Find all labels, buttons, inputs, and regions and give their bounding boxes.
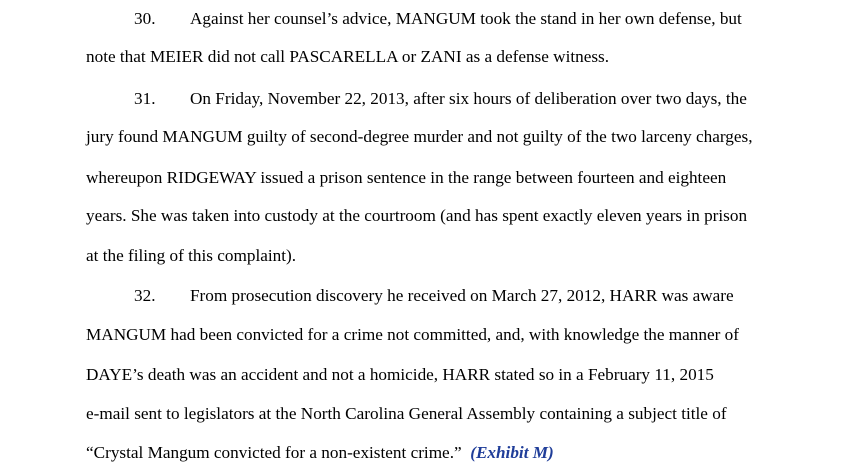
paragraph-number: 30. — [134, 9, 156, 28]
paragraph-number: 32. — [134, 286, 156, 305]
paragraph-number: 31. — [134, 89, 156, 108]
paragraph-30-first-line — [134, 9, 742, 29]
paragraph-30-line: note that MEIER did not call PASCARELLA or ZANI as a defense witness. — [86, 47, 610, 66]
paragraph-32-last-line — [86, 443, 554, 463]
exhibit-m-link[interactable]: (Exhibit M) — [470, 443, 554, 462]
paragraph-31-line: whereupon RIDGEWAY issued a prison sentence in the range between fourteen and eighteen — [86, 168, 727, 187]
paragraph-31-line: jury found MANGUM guilty of second-degree murder and not guilty of the two larceny charges, — [86, 127, 753, 146]
paragraph-32-line: e-mail sent to legislators at the North Carolina General Assembly containing a subject title of — [86, 404, 727, 423]
paragraph-text: On Friday, November 22, 2013, after six hours of deliberation over two days, the — [190, 89, 747, 108]
paragraph-text: “Crystal Mangum convicted for a non-existent crime.” — [86, 443, 462, 462]
paragraph-text: Against her counsel’s advice, MANGUM took the stand in her own defense, but — [190, 9, 742, 28]
paragraph-32-line: DAYE’s death was an accident and not a homicide, HARR stated so in a February 11, 2015 — [86, 365, 714, 384]
paragraph-31-line: years. She was taken into custody at the courtroom (and has spent exactly eleven years in prison — [86, 206, 748, 225]
paragraph-32-first-line — [134, 286, 734, 306]
paragraph-32-line: MANGUM had been convicted for a crime not committed, and, with knowledge the manner of — [86, 325, 739, 344]
paragraph-31-line: at the filing of this complaint). — [86, 246, 297, 265]
paragraph-text: From prosecution discovery he received on March 27, 2012, HARR was aware — [190, 286, 734, 305]
paragraph-31-first-line — [134, 89, 747, 109]
